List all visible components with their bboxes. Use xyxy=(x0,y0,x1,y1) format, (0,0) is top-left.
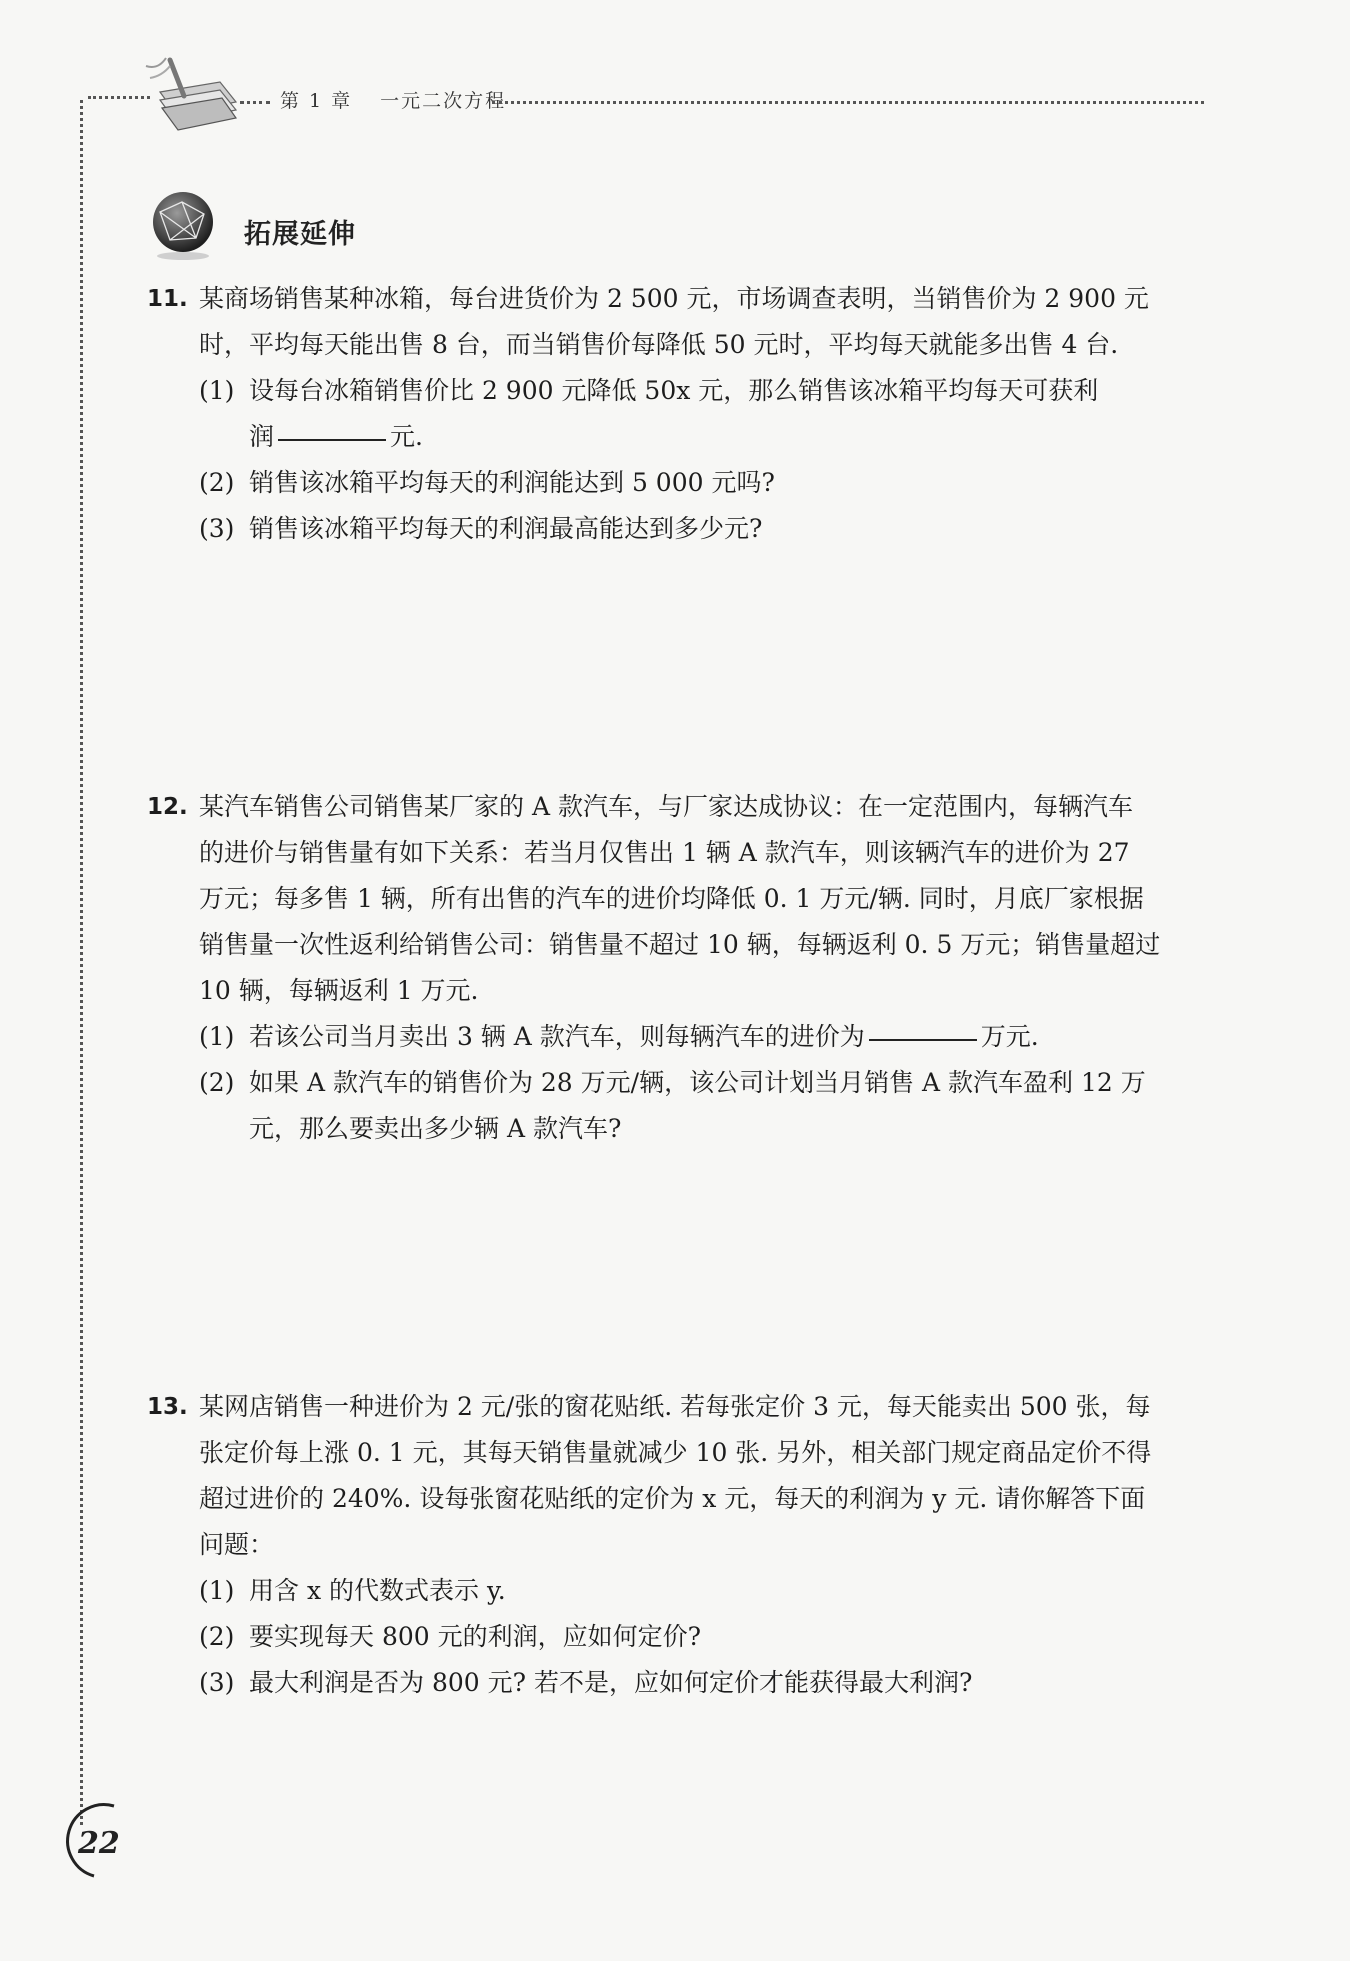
sub-question-2 xyxy=(199,1614,1207,1660)
books-pen-icon xyxy=(140,52,240,138)
problem-12 xyxy=(147,784,1207,1152)
sub-question-text: 销售该冰箱平均每天的利润能达到 5 000 元吗? xyxy=(249,468,775,497)
chapter-title: 一元二次方程 xyxy=(380,90,507,112)
header-dotted-rule-mid xyxy=(240,101,270,104)
problem-text-line: 某商场销售某种冰箱，每台进货价为 2 500 元，市场调查表明，当销售价为 2 900 元 xyxy=(199,284,1149,313)
problem-text-line: 的进价与销售量有如下关系：若当月仅售出 1 辆 A 款汽车，则该辆汽车的进价为 27 xyxy=(199,838,1130,867)
section-title: 拓展延伸 xyxy=(244,219,356,250)
globe-network-icon xyxy=(146,188,220,262)
sub-question-text: 要实现每天 800 元的利润，应如何定价? xyxy=(249,1622,702,1651)
chapter-label: 第 1 章 xyxy=(280,90,353,112)
sub-question-text: 元. xyxy=(390,422,423,451)
sub-question-3 xyxy=(199,506,1207,552)
problem-text-line: 张定价每上涨 0. 1 元，其每天销售量就减少 10 张. 另外，相关部门规定商品定价不得 xyxy=(199,1438,1152,1467)
answer-blank[interactable] xyxy=(278,439,386,441)
sub-question-text: 设每台冰箱销售价比 2 900 元降低 50x 元，那么销售该冰箱平均每天可获利 xyxy=(249,376,1099,405)
sub-question-3 xyxy=(199,1660,1207,1706)
sub-question-text: 如果 A 款汽车的销售价为 28 万元/辆，该公司计划当月销售 A 款汽车盈利 12 万 xyxy=(249,1068,1146,1097)
problem-13 xyxy=(147,1384,1207,1706)
problem-text-line: 时，平均每天能出售 8 台，而当销售价每降低 50 元时，平均每天就能多出售 4 台. xyxy=(199,330,1119,359)
page-number: 22 xyxy=(78,1826,120,1861)
sub-question-label: (3) xyxy=(199,514,235,543)
problem-number: 13. xyxy=(147,1394,188,1420)
sub-question-label: (1) xyxy=(199,1022,235,1051)
sub-question-text: 用含 x 的代数式表示 y. xyxy=(249,1576,506,1605)
sub-question-2 xyxy=(199,1060,1207,1106)
problem-text-line: 问题： xyxy=(199,1530,275,1559)
sub-question-label: (1) xyxy=(199,376,235,405)
sub-question-2 xyxy=(199,460,1207,506)
sub-question-text: 最大利润是否为 800 元? 若不是，应如何定价才能获得最大利润? xyxy=(249,1668,973,1697)
sub-question-label: (2) xyxy=(199,1068,235,1097)
running-header xyxy=(280,86,506,113)
problem-text-line: 10 辆，每辆返利 1 万元. xyxy=(199,976,479,1005)
answer-blank[interactable] xyxy=(869,1039,977,1041)
sub-question-label: (1) xyxy=(199,1576,235,1605)
sub-question-1 xyxy=(199,1568,1207,1614)
sub-question-text: 若该公司当月卖出 3 辆 A 款汽车，则每辆汽车的进价为 xyxy=(249,1022,865,1051)
sub-question-text: 万元. xyxy=(980,1022,1039,1051)
sub-question-label: (3) xyxy=(199,1668,235,1697)
problem-text-line: 万元；每多售 1 辆，所有出售的汽车的进价均降低 0. 1 万元/辆. 同时，月底厂家根据 xyxy=(199,884,1144,913)
margin-dotted-rule xyxy=(80,100,83,1825)
problem-11 xyxy=(147,276,1207,552)
sub-question-1 xyxy=(199,368,1207,414)
sub-question-text: 润 xyxy=(249,422,275,451)
sub-question-text: 销售该冰箱平均每天的利润最高能达到多少元? xyxy=(249,514,763,543)
header-dotted-rule-right xyxy=(492,101,1204,104)
problem-number: 11. xyxy=(147,286,188,312)
problem-number: 12. xyxy=(147,794,188,820)
sub-question-label: (2) xyxy=(199,468,235,497)
problem-text-line: 某网店销售一种进价为 2 元/张的窗花贴纸. 若每张定价 3 元，每天能卖出 500 张，每 xyxy=(199,1392,1151,1421)
sub-question-continuation: 元，那么要卖出多少辆 A 款汽车? xyxy=(249,1114,622,1143)
sub-question-label: (2) xyxy=(199,1622,235,1651)
problem-text-line: 某汽车销售公司销售某厂家的 A 款汽车，与厂家达成协议：在一定范围内，每辆汽车 xyxy=(199,792,1133,821)
problem-text-line: 超过进价的 240%. 设每张窗花贴纸的定价为 x 元，每天的利润为 y 元. 请你解答下面 xyxy=(199,1484,1146,1513)
sub-question-continuation xyxy=(249,414,1207,460)
problem-text-line: 销售量一次性返利给销售公司：销售量不超过 10 辆，每辆返利 0. 5 万元；销售量超过 xyxy=(199,930,1161,959)
sub-question-1 xyxy=(199,1014,1207,1060)
